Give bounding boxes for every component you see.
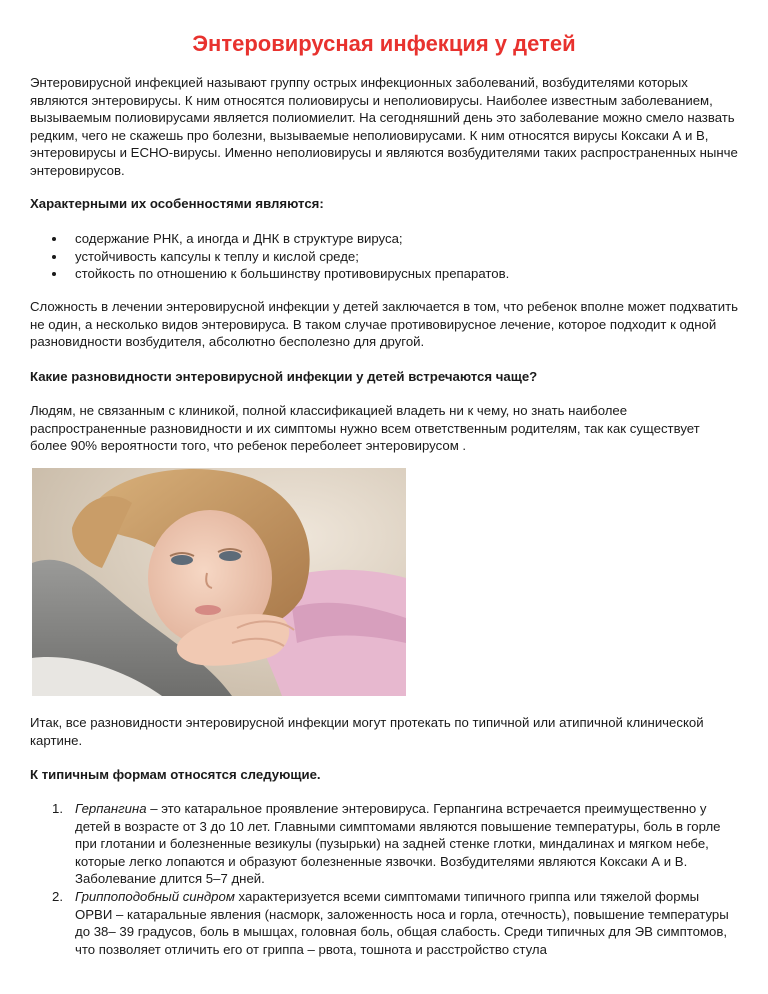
forms-intro-paragraph: Итак, все разновидности энтеровирусной инфекции могут протекать по типичной или атипичной клинической картине. <box>30 715 704 748</box>
page-title: Энтеровирусная инфекция у детей <box>192 31 576 56</box>
form-description: характеризуется всеми симптомами типичного гриппа или тяжелой формы ОРВИ – катаральные явления (насморк, заложенность носа и горла, отечность), повышение температуры до 38– 39 градусов, боль в мышцах, головная боль, общая слабость. Среди типичных для ЭВ симптомов, что позволяет отличить его от гриппа – рвота, тошнота и расстройство стула <box>75 888 729 957</box>
intro-paragraph: Энтеровирусной инфекцией называют группу острых инфекционных заболеваний, возбудителями которых являются энтеровирусы. К ним относятся полиовирусы и неполиовирусы. Наиболее известным заболеванием, вызываемым полиовирусами является полиомиелит. На сегодняшний день это заболевание можно смело назвать редким, чего не скажешь про болезни, вызываемые неполиовирусами. К ним относятся вирусы Коксаки А и В, энтеровирусы и ЕСНО-вирусы. Именно неполиовирусы и являются возбудителями таких распространенных нынче энтеровирусов. <box>30 75 738 178</box>
list-number: 2. <box>52 888 63 904</box>
list-item: устойчивость капсулы к теплу и кислой среде; <box>30 248 738 266</box>
features-list <box>30 230 738 283</box>
form-term: Герпангина <box>75 801 147 816</box>
list-number: 1. <box>52 801 63 816</box>
form-description: – это катаральное проявление энтеровируса. Герпангина встречается преимущественно у детей в возрасте от 3 до 10 лет. Главными симптомами являются повышение температуры, боль в горле при глотании и болезненные везикулы (пузырьки) на задней стенке глотки, миндалинах и мягком небе, которые легко лопаются и образуют болезненные язвочки. Возбудителями являются Коксаки А и В. Заболевание длится 5–7 дней. <box>75 801 721 887</box>
form-term: Гриппоподобный синдром <box>75 888 235 904</box>
sick-child-photo <box>32 468 406 696</box>
list-item: содержание РНК, а иногда и ДНК в структуре вируса; <box>30 230 738 248</box>
types-heading: Какие разновидности энтеровирусной инфекции у детей встречаются чаще? <box>30 369 538 384</box>
list-item <box>30 888 738 958</box>
types-paragraph: Людям, не связанным с клиникой, полной классификацией владеть ни к чему, но знать наиболее распространенные разновидности и их симптомы нужно всем ответственным родителям, так как существует более 90% вероятности того, что ребенок переболеет энтеровирусом . <box>30 403 700 454</box>
features-heading: Характерными их особенностями являются: <box>30 196 324 211</box>
typical-forms-heading: К типичным формам относятся следующие. <box>30 767 321 782</box>
list-item <box>30 800 738 888</box>
list-item: стойкость по отношению к большинству противовирусных препаратов. <box>30 265 738 283</box>
typical-forms-list <box>30 800 738 958</box>
difficulty-paragraph: Сложность в лечении энтеровирусной инфекции у детей заключается в том, что ребенок вполне может подхватить не один, а несколько видов энтеровируса. В таком случае противовирусное лечение, которое подходит к одной разновидности возбудителя, абсолютно бесполезно для другой. <box>30 299 738 350</box>
